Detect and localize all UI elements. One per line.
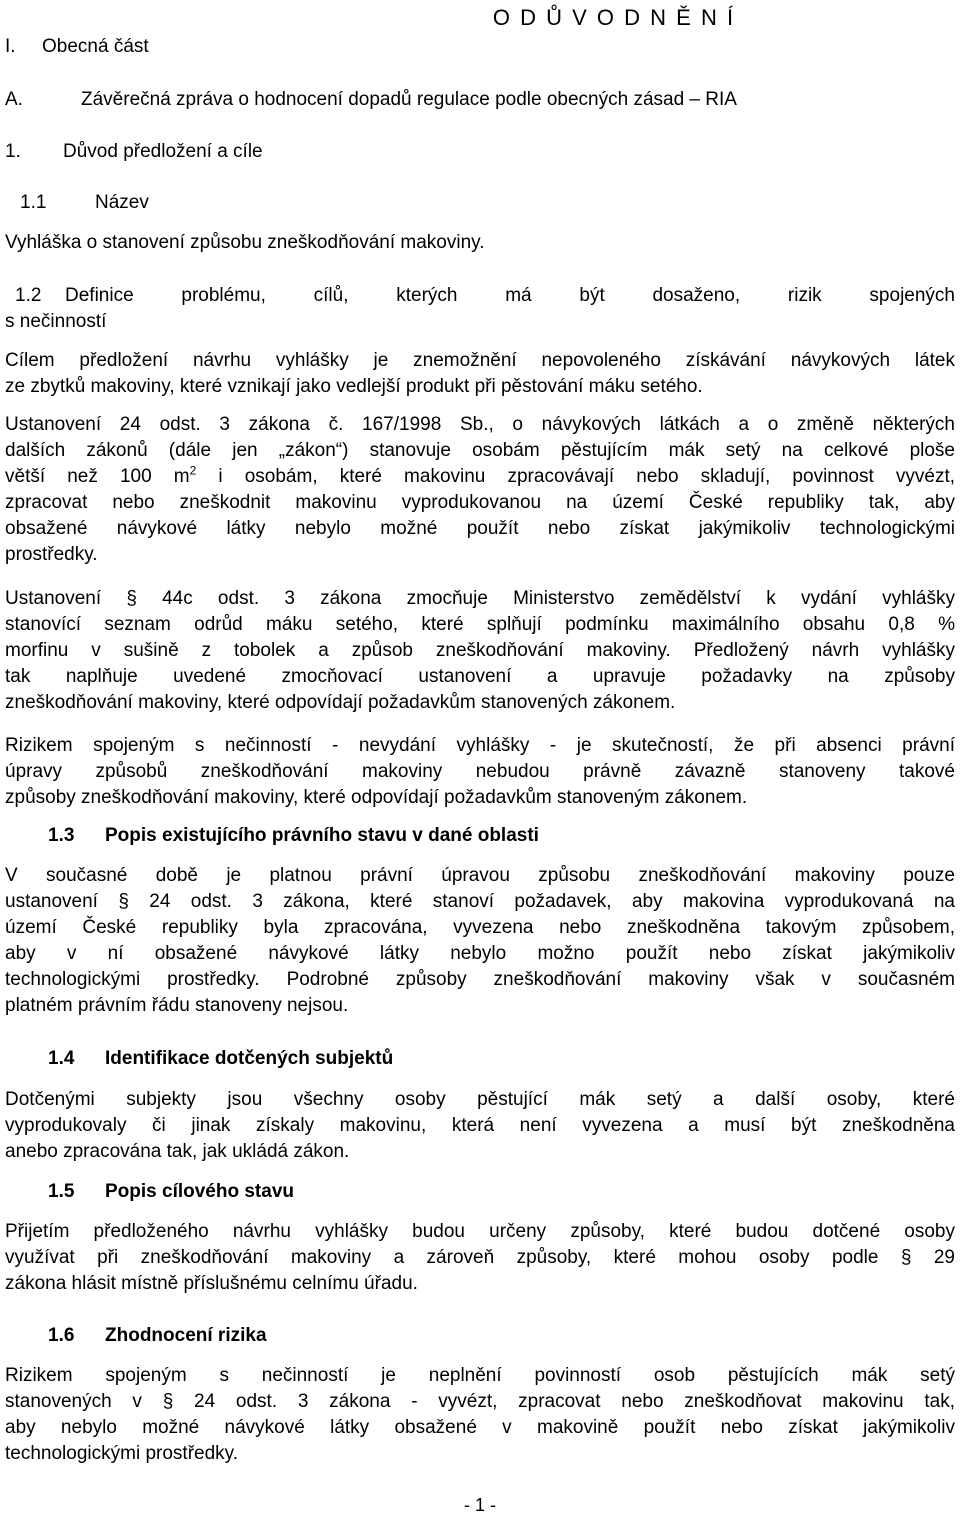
section-1-heading xyxy=(5,141,263,163)
section-1-6-number: 1.6 xyxy=(48,1325,75,1346)
section-1-6-heading xyxy=(5,1325,267,1347)
superscript: 2 xyxy=(189,463,197,478)
text-line: Rizikem spojeným s nečinností - nevydání vyhlášky - je skutečností, že při absenci právní xyxy=(5,735,955,756)
text-line xyxy=(5,464,955,490)
section-1-2-label-line1: Definice problému, cílů, kterých má být dosaženo, rizik spojených xyxy=(65,285,955,306)
section-1-2-paragraph-4 xyxy=(5,733,955,811)
text-line: tak naplňuje uvedené zmocňovací ustanovení a upravuje požadavky na způsoby xyxy=(5,666,955,687)
text-line: úpravy způsobů zneškodňování makoviny nebudou právně závazně stanoveny takové xyxy=(5,761,955,782)
section-1-3-paragraph xyxy=(5,863,955,1019)
section-1-3-heading xyxy=(5,825,539,847)
text-line: V současné době je platnou právní úpravou způsobu zneškodňování makoviny pouze xyxy=(5,865,955,886)
text-line: technologickými prostředky. xyxy=(5,1443,239,1464)
section-1-number: 1. xyxy=(5,141,21,162)
text-line: Ustanovení § 44c odst. 3 zákona zmocňuje Ministerstvo zemědělství k vydání vyhlášky xyxy=(5,588,955,609)
text-fragment: i osobám, které makovinu zpracovávají nebo skladují, povinnost vyvézt, xyxy=(196,466,955,487)
section-1-4-label: Identifikace dotčených subjektů xyxy=(105,1048,394,1069)
text-line: morfinu v sušině z tobolek a způsob zneškodňování makoviny. Předložený návrh vyhlášky xyxy=(5,640,955,661)
section-1-label: Důvod předložení a cíle xyxy=(63,141,263,162)
section-1-1-number: 1.1 xyxy=(20,192,47,213)
section-1-2-paragraph-3 xyxy=(5,586,955,716)
text-line: aby v ní obsažené návykové látky nebylo možno použít nebo získat jakýmikoliv xyxy=(5,943,955,964)
section-1-4-paragraph xyxy=(5,1087,955,1165)
section-1-5-paragraph xyxy=(5,1219,955,1297)
section-1-4-number: 1.4 xyxy=(48,1048,75,1069)
text-line: Dotčenými subjekty jsou všechny osoby pěstující mák setý a další osoby, které xyxy=(5,1089,955,1110)
section-1-1-heading xyxy=(5,192,149,214)
text-line: ze zbytků makoviny, které vznikají jako vedlejší produkt při pěstování máku setého. xyxy=(5,376,703,397)
part-heading xyxy=(5,36,149,58)
text-line: Přijetím předloženého návrhu vyhlášky budou určeny způsoby, které budou dotčené osoby xyxy=(5,1221,955,1242)
text-line: zpracovat nebo zneškodnit makovinu vyprodukovanou na území České republiky tak, aby xyxy=(5,492,955,513)
section-1-2-paragraph-2 xyxy=(5,412,955,568)
text-line: využívat při zneškodňování makoviny a zároveň způsoby, které mohou osoby podle § 29 xyxy=(5,1247,955,1268)
text-line: vyprodukovaly či jinak získaly makovinu, která není vyvezena a musí být zneškodněna xyxy=(5,1115,955,1136)
text-line: ustanovení § 24 odst. 3 zákona, které stanoví požadavek, aby makovina vyprodukovaná na xyxy=(5,891,955,912)
section-1-2-number: 1.2 xyxy=(15,285,42,306)
text-line: obsažené návykové látky nebylo možné použít nebo získat jakýmikoliv technologickými xyxy=(5,518,955,539)
text-line: způsoby zneškodňování makoviny, které odpovídají požadavkům stanoveným zákonem. xyxy=(5,787,748,808)
text-line: zákona hlásit místně příslušnému celnímu úřadu. xyxy=(5,1273,418,1294)
text-line: aby nebylo možné návykové látky obsažené v makovině použít nebo získat jakýmikoliv xyxy=(5,1417,955,1438)
document-title: O D Ů V O D N Ě N Í xyxy=(492,5,736,30)
section-1-5-number: 1.5 xyxy=(48,1181,75,1202)
section-1-1-label: Název xyxy=(95,192,149,213)
text-line: platném právním řádu stanoveny nejsou. xyxy=(5,995,349,1016)
text-line: dalších zákonů (dále jen „zákon“) stanovuje osobám pěstujícím mák setý na celkové ploše xyxy=(5,440,955,461)
section-1-2-paragraph-1 xyxy=(5,348,955,400)
part-number: I. xyxy=(5,36,16,57)
section-1-3-number: 1.3 xyxy=(48,825,75,846)
section-1-2-heading xyxy=(5,283,955,335)
section-1-6-paragraph xyxy=(5,1363,955,1467)
text-line: Ustanovení 24 odst. 3 zákona č. 167/1998 Sb., o návykových látkách a o změně některých xyxy=(5,414,955,435)
text-line: stanovící seznam odrůd máku setého, které splňují podmínku maximálního obsahu 0,8 % xyxy=(5,614,955,635)
text-line: anebo zpracována tak, jak ukládá zákon. xyxy=(5,1141,350,1162)
page-number: - 1 - xyxy=(463,1495,496,1515)
text-line: Cílem předložení návrhu vyhlášky je znemožnění nepovoleného získávání návykových látek xyxy=(5,350,955,371)
section-1-1-text: Vyhláška o stanovení způsobu zneškodňování makoviny. xyxy=(5,232,485,253)
section-1-6-label: Zhodnocení rizika xyxy=(105,1325,267,1346)
part-label: Obecná část xyxy=(42,36,149,57)
text-line: Rizikem spojeným s nečinností je neplnění povinností osob pěstujících mák setý xyxy=(5,1365,955,1386)
text-line: území České republiky byla zpracována, vyvezena nebo zneškodněna takovým způsobem, xyxy=(5,917,955,938)
section-1-5-heading xyxy=(5,1181,294,1203)
text-fragment: větší než 100 m xyxy=(5,466,190,487)
section-1-2-label-line2: s nečinností xyxy=(5,311,107,332)
section-a-number: A. xyxy=(5,89,23,110)
section-1-5-label: Popis cílového stavu xyxy=(105,1181,294,1202)
section-1-3-label: Popis existujícího právního stavu v dané oblasti xyxy=(105,825,539,846)
section-a-heading xyxy=(5,89,737,111)
section-a-label: Závěrečná zpráva o hodnocení dopadů regulace podle obecných zásad – RIA xyxy=(81,89,737,110)
section-1-4-heading xyxy=(5,1048,393,1070)
text-line: stanovených v § 24 odst. 3 zákona - vyvézt, zpracovat nebo zneškodňovat makovinu tak, xyxy=(5,1391,955,1412)
text-line: technologickými prostředky. Podrobné způsoby zneškodňování makoviny však v současném xyxy=(5,969,955,990)
text-line: zneškodňování makoviny, které odpovídají požadavkům stanovených zákonem. xyxy=(5,692,676,713)
text-line: prostředky. xyxy=(5,544,98,565)
